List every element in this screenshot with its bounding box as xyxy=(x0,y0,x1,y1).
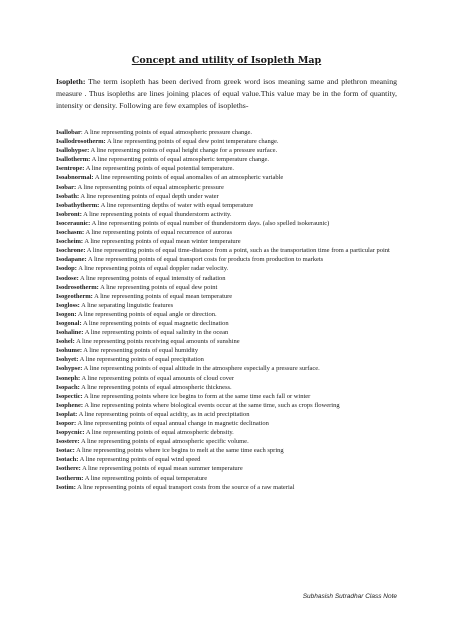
term-definition: A line representing points where biological events occur at the same time, such as crops flowering xyxy=(84,401,340,409)
term-definition: A line representing points of equal atmospheric debnsity. xyxy=(85,429,234,437)
term-definition: A line representing points of equal atmospheric specific volume. xyxy=(81,438,249,446)
term-name: Isobront: xyxy=(56,210,82,218)
term-name: Isobath: xyxy=(56,192,80,200)
term-entry xyxy=(56,173,397,182)
term-name: Isopycnic: xyxy=(56,429,85,437)
term-entry xyxy=(56,292,397,301)
term-name: Isocheim: xyxy=(56,238,84,246)
term-definition: A line representing points of equal mean summer temperature xyxy=(82,465,243,473)
term-entry xyxy=(56,383,397,392)
page-title: Concept and utility of Isopleth Map xyxy=(131,55,322,66)
term-entry xyxy=(56,237,397,246)
term-entry xyxy=(56,392,397,401)
term-separator: : xyxy=(80,129,84,136)
term-entry xyxy=(56,228,397,237)
isopleth-term-list xyxy=(56,128,397,492)
term-name: Isodose: xyxy=(56,274,79,282)
term-name: Isohume: xyxy=(56,347,83,355)
term-name: Isallohypse: xyxy=(56,147,90,155)
term-definition: A line representing points of equal number of thunderstorm days. (also spelled isokeraunic) xyxy=(91,219,330,227)
term-definition: A line representing points of equal recurrence of auroras xyxy=(85,229,233,237)
term-entry xyxy=(56,192,397,201)
term-name: Isothere: xyxy=(56,465,81,473)
term-definition: A line representing points of equal transport costs from the source of a raw material xyxy=(77,483,295,491)
term-name: Isogon: xyxy=(56,310,77,318)
term-definition: A line representing points of equal height change for a pressure surface. xyxy=(90,147,278,155)
term-name: Isochrone: xyxy=(56,247,86,255)
term-definition: A line representing points of equal amounts of cloud cover xyxy=(81,374,235,382)
term-entry xyxy=(56,437,397,446)
term-entry xyxy=(56,374,397,383)
term-definition: A line representing points of equal acidity, as in acid precipitation xyxy=(78,410,250,418)
term-name: Isophene: xyxy=(56,401,84,409)
term-entry xyxy=(56,146,397,155)
term-name: Isobathytherm: xyxy=(56,201,100,209)
term-entry xyxy=(56,337,397,346)
term-name: Isoneph: xyxy=(56,374,81,382)
term-definition: A line representing points where ice begins to melt at the same time each spring xyxy=(76,447,284,455)
term-entry xyxy=(56,183,397,192)
term-definition: A line representing points of equal salinity in the ocean xyxy=(84,329,229,337)
term-name: Isopectic: xyxy=(56,392,83,400)
term-name: Isoplat: xyxy=(56,410,78,418)
term-entry xyxy=(56,483,397,492)
term-entry xyxy=(56,219,397,228)
term-definition: A line representing points of equal intensity of radiation xyxy=(80,274,226,282)
term-definition: A line separating linguistic features xyxy=(81,301,174,309)
term-definition: A line representing points of equal atmospheric pressure change. xyxy=(84,129,253,136)
term-entry xyxy=(56,264,397,273)
term-definition: A line representing points of equal magnetic declination xyxy=(82,319,229,327)
term-entry xyxy=(56,128,397,137)
term-entry xyxy=(56,319,397,328)
term-name: Isoabnormal: xyxy=(56,174,94,182)
term-definition: A line representing points of equal potential temperature. xyxy=(85,165,235,173)
term-definition: A line representing points where ice begins to form at the same time each fall or winter xyxy=(84,392,311,400)
term-definition: A line representing points of equal altitude in the atmosphere especially a pressure surface. xyxy=(83,365,320,373)
term-name: Isobar: xyxy=(56,183,77,191)
term-name: Isotherm: xyxy=(56,474,84,482)
term-definition: A line representing points of equal mean winter temperature xyxy=(84,238,241,246)
intro-text: The term isopleth has been derived from greek word isos meaning same and plethron meaning measure . Thus isopleths are lines joining places of equal value.This value may be in the form of quantity, intensity or density. Following are few examples of isopleths- xyxy=(56,77,397,111)
term-name: Isogloss: xyxy=(56,301,80,309)
term-name: Isohaline: xyxy=(56,329,84,337)
term-entry xyxy=(56,410,397,419)
term-name: Isohyet: xyxy=(56,356,79,364)
term-definition: A line representing points of equal doppler radar velocity. xyxy=(78,265,229,273)
footer-note: Subhasish Sutradhar Class Note xyxy=(302,593,397,600)
term-entry xyxy=(56,328,397,337)
term-definition: A line representing points of equal wind speed xyxy=(79,456,201,464)
term-entry xyxy=(56,419,397,428)
term-name: Isotach: xyxy=(56,456,79,464)
term-definition: A line representing points of equal annual change in magnetic declination xyxy=(77,420,269,427)
term-definition: A line representing points of equal thunderstorm activity. xyxy=(83,210,232,218)
term-name: Isodop: xyxy=(56,265,77,273)
term-name: Isallobar xyxy=(56,129,81,136)
term-name: Isallodrosotherm: xyxy=(56,138,106,146)
term-entry xyxy=(56,274,397,283)
term-definition: A line representing points receiving equal amounts of sunshine xyxy=(76,338,240,346)
term-name: Isogonal: xyxy=(56,319,82,327)
term-name: Isotac: xyxy=(56,447,75,455)
term-name: Isohypse: xyxy=(56,365,83,373)
term-definition: A line representing points of equal precipitation xyxy=(79,356,204,364)
term-name: Isodrosotherm: xyxy=(56,283,99,291)
term-name: Isogeotherm: xyxy=(56,292,93,300)
term-definition: A line representing points of equal atmospheric temperature change. xyxy=(91,156,270,164)
term-entry xyxy=(56,446,397,455)
term-entry xyxy=(56,283,397,292)
term-definition: A line representing points of equal humidity xyxy=(83,347,199,355)
term-entry xyxy=(56,210,397,219)
term-name: Isostere: xyxy=(56,438,80,446)
term-entry xyxy=(56,201,397,210)
term-name: Isohel: xyxy=(56,338,75,346)
term-entry xyxy=(56,464,397,473)
term-name: Isoceraunic: xyxy=(56,219,91,227)
term-name: Isentrope: xyxy=(56,165,85,173)
term-definition: A line representing points of equal transport costs for products from production to markets xyxy=(88,256,324,264)
term-entry xyxy=(56,364,397,373)
term-name: Isallotherm: xyxy=(56,156,91,164)
term-definition: A line representing points of equal depth under water xyxy=(80,192,219,200)
term-definition: A line representing depths of water with equal temperature xyxy=(100,201,254,209)
term-entry xyxy=(56,455,397,464)
term-entry xyxy=(56,155,397,164)
term-entry xyxy=(56,428,397,437)
term-name: Isodapane: xyxy=(56,256,87,264)
term-entry xyxy=(56,474,397,483)
term-entry xyxy=(56,346,397,355)
term-definition: A line representing points of equal dew point xyxy=(100,283,218,291)
term-entry xyxy=(56,164,397,173)
term-entry xyxy=(56,401,397,410)
term-name: Isotim: xyxy=(56,483,76,491)
term-name: Isopach: xyxy=(56,383,80,391)
intro-term: Isopleth: xyxy=(56,77,86,86)
term-entry xyxy=(56,310,397,319)
term-definition: A line representing points of equal atmospheric pressure xyxy=(77,183,224,191)
term-definition: A line representing points of equal angle or direction. xyxy=(77,310,217,318)
term-definition: A line representing points of equal atmospheric thickness. xyxy=(81,383,232,391)
term-name: Isopor: xyxy=(56,420,77,427)
term-entry xyxy=(56,246,397,255)
term-definition: A line representing points of equal anomalies of an atmospheric variable xyxy=(94,174,284,182)
term-name: Isochasm: xyxy=(56,229,85,237)
term-definition: A line representing points of equal time-distance from a point, such as the transportation time from a particular point xyxy=(86,247,390,255)
term-definition: A line representing points of equal dew point temperature change. xyxy=(107,138,279,146)
term-entry xyxy=(56,355,397,364)
term-entry xyxy=(56,301,397,310)
term-entry xyxy=(56,255,397,264)
intro-paragraph xyxy=(56,76,397,113)
term-definition: A line representing points of equal temperature xyxy=(84,474,208,482)
term-entry xyxy=(56,137,397,146)
term-definition: A line representing points of equal mean temperature xyxy=(94,292,233,300)
